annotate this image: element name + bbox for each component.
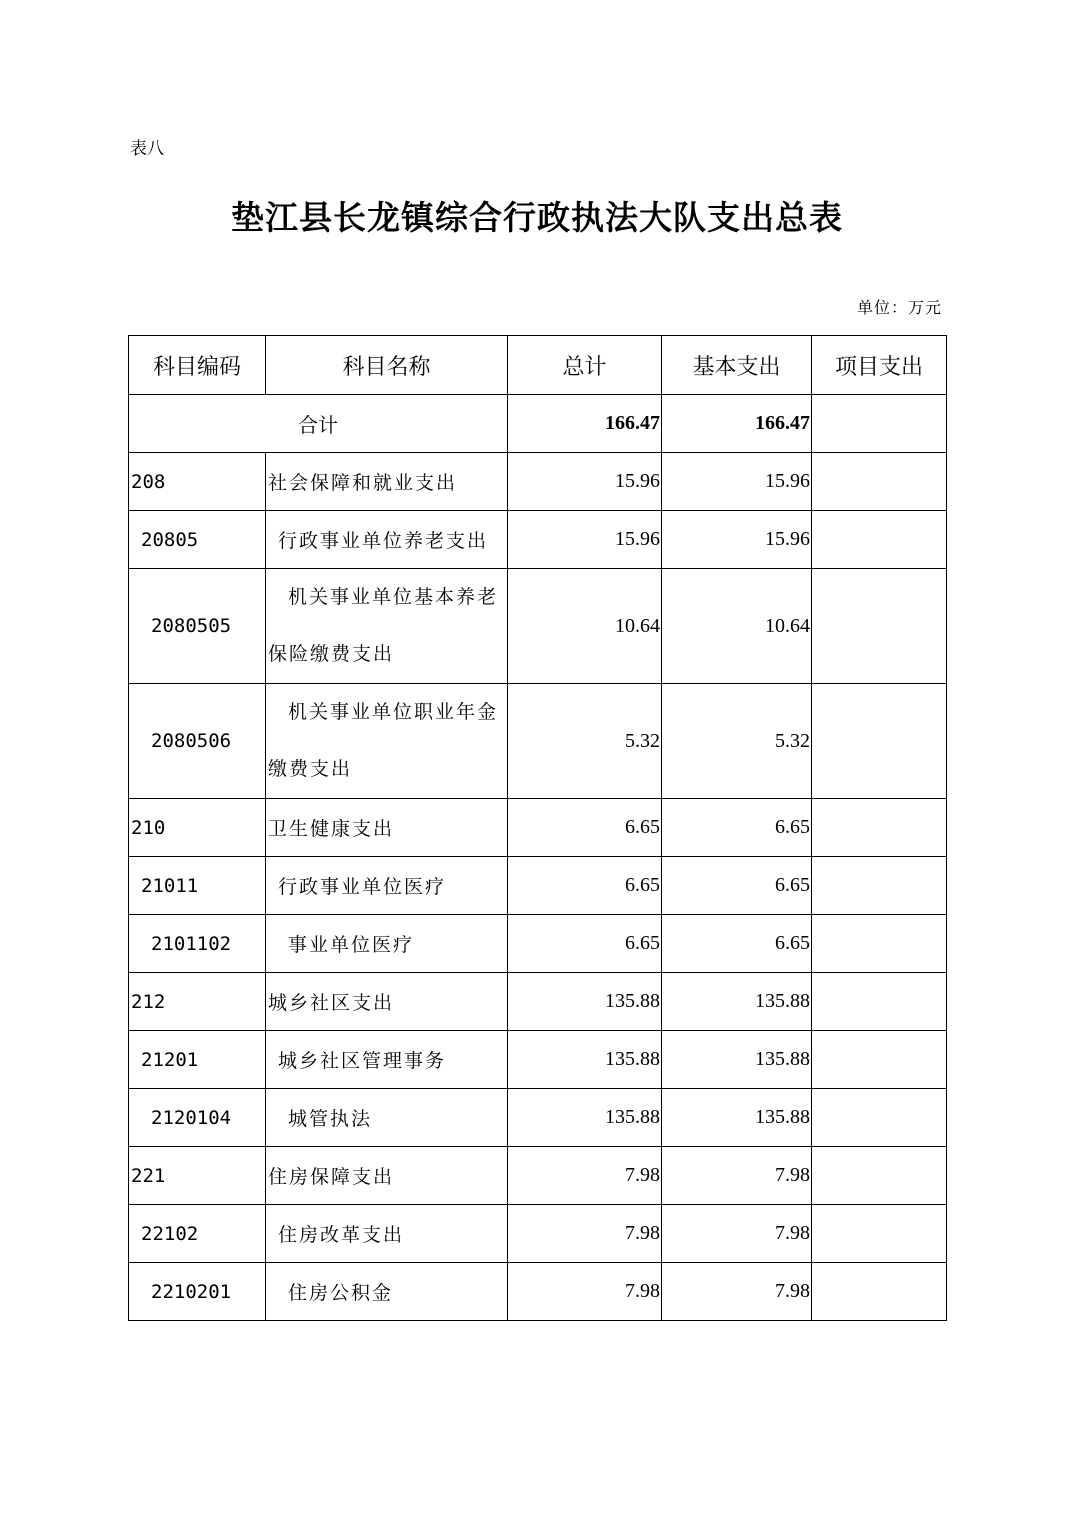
- row-total: 7.98: [508, 1263, 662, 1321]
- row-name: 事业单位医疗: [266, 915, 508, 973]
- row-name: 社会保障和就业支出: [266, 453, 508, 511]
- table-row: [129, 1205, 947, 1263]
- row-total: 135.88: [508, 973, 662, 1031]
- row-basic: 15.96: [662, 511, 812, 569]
- header-project: 项目支出: [812, 336, 947, 395]
- row-code: 21201: [129, 1031, 266, 1089]
- header-name: 科目名称: [266, 336, 508, 395]
- row-total: 7.98: [508, 1205, 662, 1263]
- row-project: [812, 799, 947, 857]
- row-basic: 135.88: [662, 1031, 812, 1089]
- row-basic: 5.32: [662, 684, 812, 799]
- row-project: [812, 973, 947, 1031]
- total-total: 166.47: [508, 395, 662, 453]
- row-name: 住房改革支出: [266, 1205, 508, 1263]
- table-row: [129, 915, 947, 973]
- row-total: 135.88: [508, 1089, 662, 1147]
- header-total: 总计: [508, 336, 662, 395]
- row-total: 6.65: [508, 915, 662, 973]
- row-code: 2120104: [129, 1089, 266, 1147]
- row-project: [812, 1089, 947, 1147]
- row-total: 5.32: [508, 684, 662, 799]
- row-code: 2210201: [129, 1263, 266, 1321]
- table-row: [129, 453, 947, 511]
- row-total: 7.98: [508, 1147, 662, 1205]
- total-basic: 166.47: [662, 395, 812, 453]
- row-project: [812, 511, 947, 569]
- expenditure-table: [128, 335, 947, 1321]
- table-row: [129, 569, 947, 684]
- row-name-line2: 保险缴费支出: [268, 643, 395, 665]
- row-total: 6.65: [508, 857, 662, 915]
- row-project: [812, 1205, 947, 1263]
- row-basic: 135.88: [662, 1089, 812, 1147]
- row-name: 城乡社区支出: [266, 973, 508, 1031]
- row-project: [812, 857, 947, 915]
- row-basic: 135.88: [662, 973, 812, 1031]
- row-project: [812, 915, 947, 973]
- header-row: [129, 336, 947, 395]
- table-row: [129, 1031, 947, 1089]
- row-basic: 7.98: [662, 1147, 812, 1205]
- row-basic: 7.98: [662, 1205, 812, 1263]
- row-project: [812, 569, 947, 684]
- row-name: [266, 569, 508, 684]
- row-name-line2: 缴费支出: [268, 758, 353, 780]
- total-row: [129, 395, 947, 453]
- table-row: [129, 511, 947, 569]
- total-project: [812, 395, 947, 453]
- total-label: 合计: [129, 395, 508, 453]
- row-total: 15.96: [508, 453, 662, 511]
- row-name: [266, 684, 508, 799]
- row-name: 城管执法: [266, 1089, 508, 1147]
- row-code: 2080506: [129, 684, 266, 799]
- row-code: 2080505: [129, 569, 266, 684]
- row-total: 6.65: [508, 799, 662, 857]
- table-row: [129, 799, 947, 857]
- row-name: 行政事业单位养老支出: [266, 511, 508, 569]
- row-code: 21011: [129, 857, 266, 915]
- unit-label: 单位：万元: [856, 298, 942, 317]
- header-code: 科目编码: [129, 336, 266, 395]
- table-row: [129, 1147, 947, 1205]
- row-project: [812, 684, 947, 799]
- row-basic: 7.98: [662, 1263, 812, 1321]
- row-project: [812, 1147, 947, 1205]
- table-row: [129, 973, 947, 1031]
- table-row: [129, 857, 947, 915]
- row-code: 221: [129, 1147, 266, 1205]
- row-project: [812, 1263, 947, 1321]
- table-row: [129, 1263, 947, 1321]
- row-code: 2101102: [129, 915, 266, 973]
- table-row: [129, 684, 947, 799]
- row-name: 城乡社区管理事务: [266, 1031, 508, 1089]
- row-code: 208: [129, 453, 266, 511]
- row-basic: 10.64: [662, 569, 812, 684]
- row-total: 15.96: [508, 511, 662, 569]
- row-basic: 6.65: [662, 857, 812, 915]
- row-basic: 6.65: [662, 799, 812, 857]
- table-row: [129, 1089, 947, 1147]
- row-name: 行政事业单位医疗: [266, 857, 508, 915]
- row-project: [812, 1031, 947, 1089]
- table-number: 表八: [130, 139, 164, 159]
- row-name-line1: 机关事业单位职业年金: [288, 701, 499, 723]
- row-code: 20805: [129, 511, 266, 569]
- row-project: [812, 453, 947, 511]
- row-name: 卫生健康支出: [266, 799, 508, 857]
- row-code: 210: [129, 799, 266, 857]
- row-basic: 15.96: [662, 453, 812, 511]
- row-code: 212: [129, 973, 266, 1031]
- row-code: 22102: [129, 1205, 266, 1263]
- row-total: 10.64: [508, 569, 662, 684]
- page-title: 垫江县长龙镇综合行政执法大队支出总表: [231, 198, 843, 237]
- row-name: 住房公积金: [266, 1263, 508, 1321]
- row-name-line1: 机关事业单位基本养老: [288, 586, 499, 608]
- row-name: 住房保障支出: [266, 1147, 508, 1205]
- row-basic: 6.65: [662, 915, 812, 973]
- header-basic: 基本支出: [662, 336, 812, 395]
- row-total: 135.88: [508, 1031, 662, 1089]
